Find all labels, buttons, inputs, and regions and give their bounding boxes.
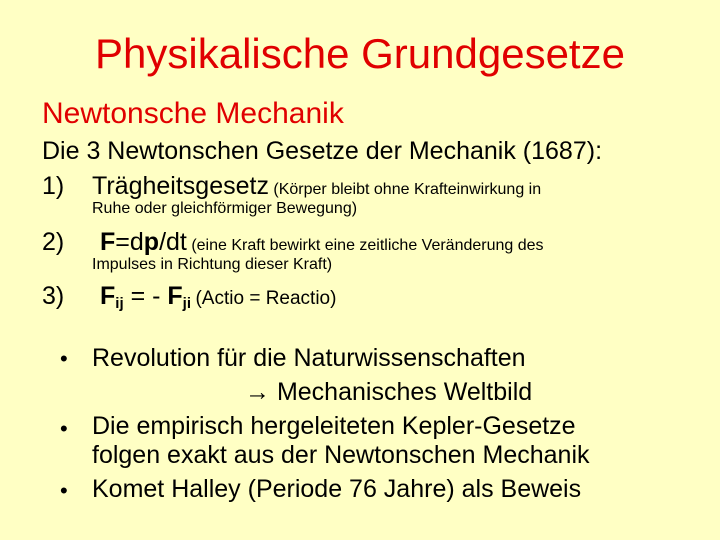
law-3-force-2: F: [167, 282, 183, 310]
bullet-2-text: Die empirisch hergeleiteten Kepler-Gesetze: [92, 412, 576, 440]
law-3-statement: [100, 282, 336, 312]
bullet-1-glyph: •: [60, 346, 68, 371]
law-2-note-continued: Impulses in Richtung dieser Kraft): [92, 256, 333, 273]
law-2-note: (eine Kraft bewirkt eine zeitliche Veränderung des: [191, 237, 544, 254]
law-2-statement: [100, 228, 544, 257]
bullet-1-text: Revolution für die Naturwissenschaften: [92, 344, 526, 372]
law-3-subscript-1: ij: [115, 295, 124, 313]
law-2-momentum-symbol: p: [143, 228, 160, 256]
law-2-number: 2): [42, 228, 65, 256]
law-3-subscript-2: ji: [182, 295, 192, 313]
law-2-time-derivative: /dt: [159, 228, 187, 256]
law-3-number: 3): [42, 282, 65, 310]
law-2-force-symbol: F: [100, 228, 116, 256]
bullet-1-result-text: Mechanisches Weltbild: [276, 378, 533, 406]
law-3-note: (Actio = Reactio): [195, 288, 337, 309]
intro-text: Die 3 Newtonschen Gesetze der Mechanik (1687):: [42, 137, 603, 165]
law-3-equals: = -: [123, 282, 168, 310]
arrow-right-icon: →: [245, 378, 270, 406]
bullet-1-result: [245, 378, 532, 407]
law-2-equals: =d: [115, 228, 144, 256]
slide-subtitle: Newtonsche Mechanik: [42, 97, 344, 130]
law-1-statement: [92, 172, 541, 201]
law-1-note: (Körper bleibt ohne Krafteinwirkung in: [273, 181, 542, 198]
bullet-3-glyph: •: [60, 478, 68, 503]
bullet-3-text: Komet Halley (Periode 76 Jahre) als Beweis: [92, 475, 582, 503]
bullet-2-text-continued: folgen exakt aus der Newtonschen Mechanik: [92, 441, 590, 469]
law-1-note-continued: Ruhe oder gleichförmiger Bewegung): [92, 200, 358, 217]
law-1-number: 1): [42, 172, 65, 200]
bullet-2-glyph: •: [60, 416, 68, 441]
law-1-title: Trägheitsgesetz: [92, 172, 269, 200]
law-3-force-1: F: [100, 282, 116, 310]
slide-title: Physikalische Grundgesetze: [95, 30, 625, 77]
